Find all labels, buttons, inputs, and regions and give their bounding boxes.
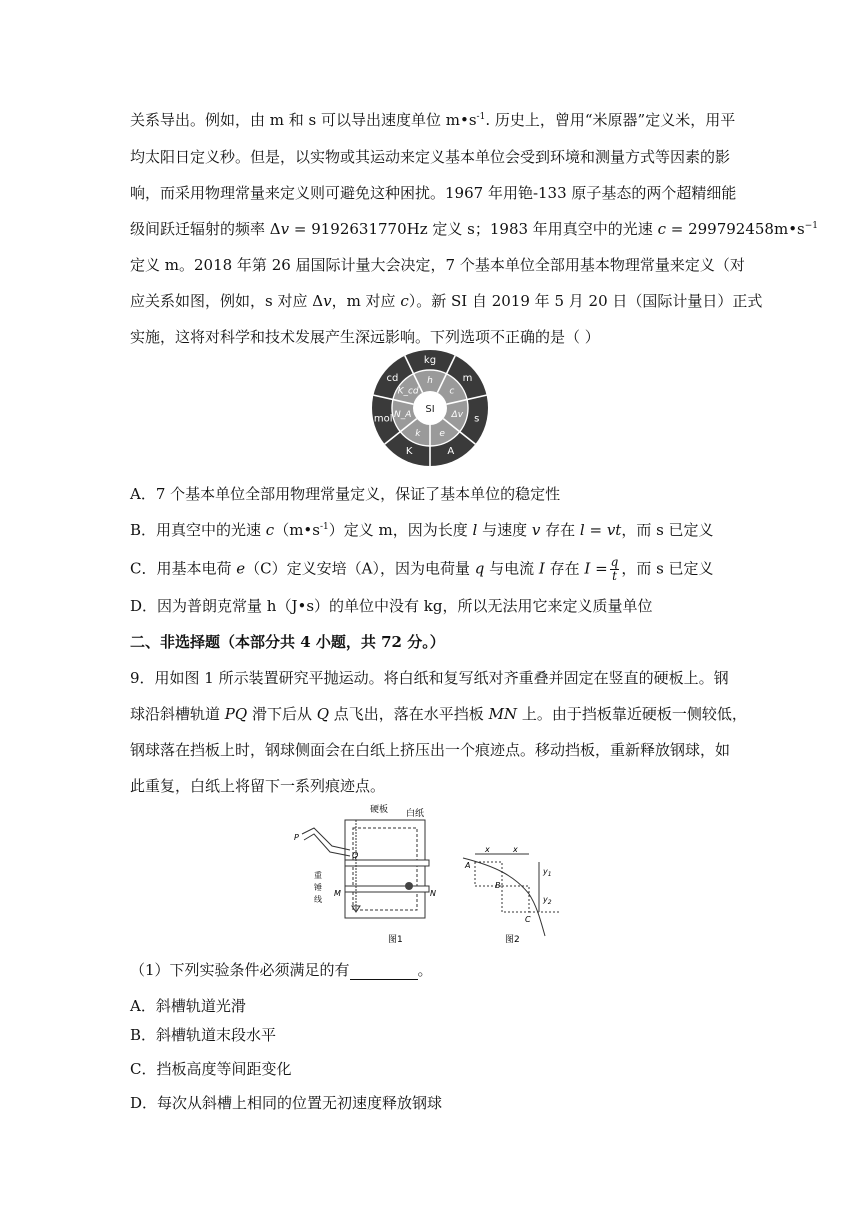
intro-line-2: 均太阳日定义秒。但是，以实物或其运动来定义基本单位会受到环境和测量方式等因素的影 xyxy=(130,148,731,166)
q9-sub-1: （1）下列实验条件必须满足的有 。 xyxy=(130,961,433,979)
q9-option-d: D．每次从斜槽上相同的位置无初速度释放钢球 xyxy=(130,1094,443,1112)
svg-text:B: B xyxy=(495,881,501,890)
intro-line-6: 应关系如图，例如，s 对应 Δv，m 对应 c）。新 SI 自 2019 年 5 月 20 日（国际计量日）正式 xyxy=(130,292,763,310)
q9-option-c: C．挡板高度等间距变化 xyxy=(130,1060,292,1078)
svg-text:线: 线 xyxy=(314,895,322,904)
svg-text:锤: 锤 xyxy=(314,883,322,892)
svg-text:Q: Q xyxy=(352,851,359,860)
q8-option-a: A．7 个基本单位全部用物理常量定义，保证了基本单位的稳定性 xyxy=(130,485,561,503)
q9-line-2: 球沿斜槽轨道 PQ 滑下后从 Q 点飞出，落在水平挡板 MN 上。由于挡板靠近硬板一侧较低， xyxy=(130,705,747,723)
svg-text:M: M xyxy=(334,889,341,898)
si-unit-label: K xyxy=(405,446,413,458)
svg-text:N: N xyxy=(430,889,436,898)
svg-text:图1: 图1 xyxy=(388,935,403,945)
answer-blank[interactable] xyxy=(350,965,418,980)
intro-line-5: 定义 m。2018 年第 26 届国际计量大会决定，7 个基本单位全部用基本物理常量来定义（对 xyxy=(130,256,745,274)
q8-option-b: B．用真空中的光速 $c(m•s^{-1})$定义 m，因为长度 l 与速度 v 存在 l = vt，而 s 已定义 xyxy=(130,521,714,539)
si-constant-label: K_cd xyxy=(397,386,419,397)
svg-text:x: x xyxy=(513,845,518,854)
svg-text:x: x xyxy=(485,845,490,854)
q9-line-4: 此重复，白纸上将留下一系列痕迹点。 xyxy=(130,777,386,795)
figure-2-trajectory xyxy=(455,842,580,948)
si-unit-label: s xyxy=(474,413,480,425)
si-unit-label: m xyxy=(462,373,473,385)
figure-1-apparatus xyxy=(290,798,440,948)
q9-line-1: 9．用如图 1 所示装置研究平抛运动。将白纸和复写纸对齐重叠并固定在竖直的硬板上。钢 xyxy=(130,669,729,687)
svg-text:A: A xyxy=(465,861,471,870)
si-constant-label: Δv xyxy=(451,410,464,421)
si-constant-label: k xyxy=(415,429,421,440)
fraction-q-over-t: $\frac{q}{t}$ xyxy=(610,555,619,583)
intro-line-3: 响，而采用物理常量来定义则可避免这种困扰。1967 年用铯-133 原子基态的两个超精细能 xyxy=(130,184,737,202)
si-unit-label: kg xyxy=(423,355,437,366)
svg-text:y2: $y_2$ xyxy=(543,895,552,906)
svg-text:白纸: 白纸 xyxy=(406,809,425,819)
si-constant-label: e xyxy=(439,429,445,440)
svg-text:P: P xyxy=(294,833,299,842)
intro-line-4: 级间跃迁辐射的频率 Δv = 9192631770Hz 定义 s；1983 年用真空中的光速 $c = 299792458m•s^{-1}$ xyxy=(130,220,819,238)
si-center-label: SI xyxy=(425,404,435,415)
si-constant-label: N_A xyxy=(394,410,412,421)
q9-line-3: 钢球落在挡板上时，钢球侧面会在白纸上挤压出一个痕迹点。移动挡板，重新释放钢球，如 xyxy=(130,741,731,759)
section-2-heading: 二、非选择题（本部分共 4 小题，共 72 分。） xyxy=(130,633,445,651)
si-unit-label: cd xyxy=(386,373,399,385)
svg-text:y1: $y_1$ xyxy=(543,867,552,878)
si-unit-label: A xyxy=(447,446,455,458)
si-unit-label: mol xyxy=(373,413,393,425)
svg-text:图2: 图2 xyxy=(505,935,520,945)
si-units-diagram xyxy=(370,349,490,467)
svg-text:硬板: 硬板 xyxy=(370,805,389,815)
si-constant-label: h xyxy=(427,376,433,386)
si-constant-label: c xyxy=(449,386,455,397)
intro-line-7: 实施，这将对科学和技术发展产生深远影响。下列选项不正确的是（ ） xyxy=(130,328,600,346)
q8-option-c: C．用基本电荷 e（C）定义安培（A），因为电荷量 q 与电流 I 存在 I = $\frac{q}{t}$ ，而 s 已定义 xyxy=(130,555,714,583)
q8-option-d: D．因为普朗克常量 h（J•s）的单位中没有 kg，所以无法用它来定义质量单位 xyxy=(130,597,653,615)
svg-text:C: C xyxy=(525,915,531,924)
q9-option-a: A．斜槽轨道光滑 xyxy=(130,997,246,1015)
q9-option-b: B．斜槽轨道末段水平 xyxy=(130,1026,277,1044)
svg-text:重: 重 xyxy=(314,871,322,880)
intro-line-1: 关系导出。例如，由 m 和 s 可以导出速度单位 $m•s^{-1}$. 历史上，曾用“米原器”定义米，用平 xyxy=(130,111,736,129)
